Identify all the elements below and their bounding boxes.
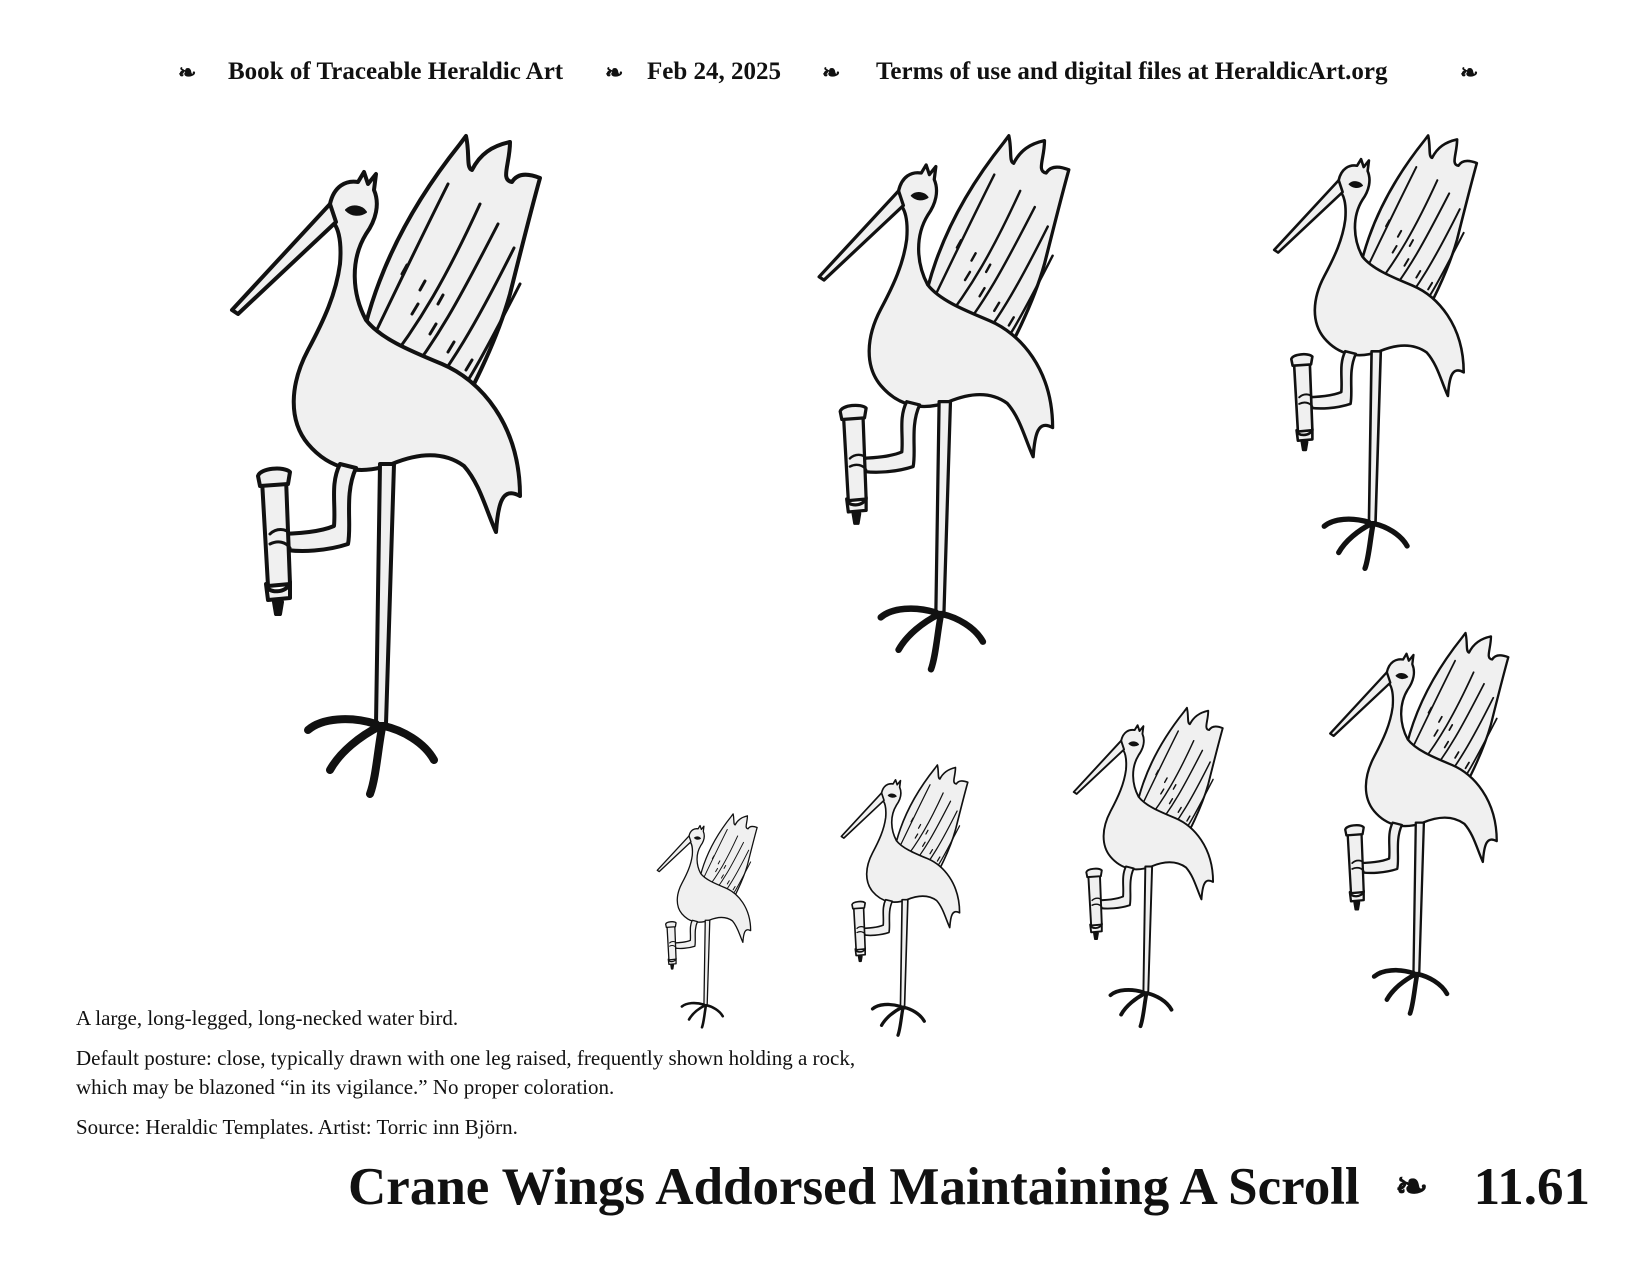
plate-title <box>348 1152 1590 1222</box>
crane-figure-tiny <box>640 810 764 1050</box>
fleuron-ornament: ❧ <box>822 60 841 85</box>
page-header <box>0 58 1650 98</box>
terms-link[interactable]: Terms of use and digital files at HeraldicArt.org <box>876 58 1388 85</box>
charge-name: Crane Wings Addorsed Maintaining A Scroll <box>348 1157 1360 1216</box>
description-line: Source: Heraldic Templates. Artist: Torric inn Björn. <box>76 1115 518 1139</box>
crane-figure-xsmall <box>1048 702 1233 1060</box>
description-line: A large, long-legged, long-necked water bird. <box>76 1006 459 1030</box>
plate-number: 11.61 <box>1473 1157 1590 1216</box>
crane-figure-xsmall <box>820 760 976 1064</box>
fleuron-ornament: ❧ <box>1460 60 1479 85</box>
crane-illustrations <box>0 110 1650 1010</box>
crane-figure-medium <box>776 126 1086 726</box>
fleuron-ornament: ❧ <box>1394 1164 1429 1210</box>
crane-figure-small <box>1300 626 1520 1054</box>
fleuron-ornament: ❧ <box>178 60 197 85</box>
crane-figure-large <box>180 124 560 864</box>
header-date: Feb 24, 2025 <box>647 58 782 85</box>
description-line: Default posture: close, typically drawn with one leg raised, frequently shown holding a rock, <box>76 1046 856 1070</box>
crane-figure-small <box>1240 126 1490 616</box>
book-title: Book of Traceable Heraldic Art <box>228 58 564 85</box>
description-line: which may be blazoned “in its vigilance.” No proper coloration. <box>76 1075 615 1099</box>
fleuron-ornament: ❧ <box>605 60 624 85</box>
